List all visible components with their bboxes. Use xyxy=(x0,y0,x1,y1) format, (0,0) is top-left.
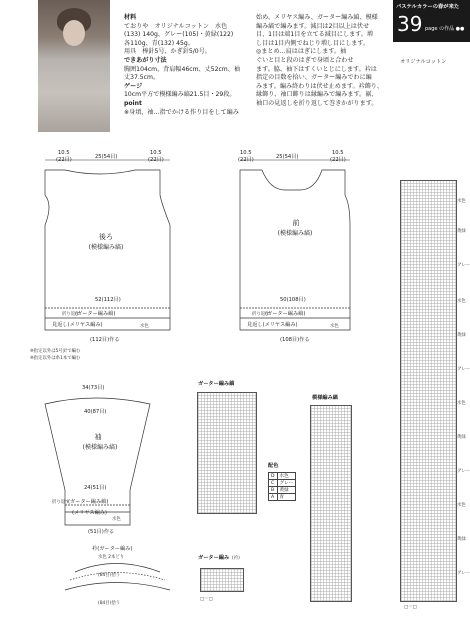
chart-side-label: グレー xyxy=(457,263,470,268)
tools-line: 用具 棒針5号、かぎ針5/0号。 xyxy=(124,48,211,56)
page-suffix: page の作品 ●● xyxy=(425,26,465,32)
legend: □＝□ xyxy=(200,597,213,602)
chart-side-label: 黄緑 xyxy=(457,229,466,234)
color-key-row xyxy=(269,480,296,487)
back-dim-left2: (22目) xyxy=(56,157,72,163)
color-key-row xyxy=(269,487,296,494)
front-dim-mid: 25(54目) xyxy=(276,154,299,160)
instruction-line: 編み縞で編みます。減目は2目以上は伏せ xyxy=(256,22,370,30)
collar-outline xyxy=(75,564,160,573)
chart-side-label: グレー xyxy=(457,469,470,474)
size-line: 丈37.5cm。 xyxy=(124,74,160,82)
front-bottom-width: 50(108目) xyxy=(280,297,306,303)
materials-line: 各110g、青(132) 45g。 xyxy=(124,39,194,47)
back-title: 後ろ xyxy=(99,233,113,241)
chart-side-label: 水色 xyxy=(457,299,466,304)
chart-side-label: グレー xyxy=(457,367,470,372)
back-garter-label: (ガーター編み縞) xyxy=(75,311,116,317)
front-cast-on: (108目)作る xyxy=(280,337,310,343)
front-garter-label: (ガーター編み縞) xyxy=(265,311,306,317)
chart-side-label: 黄緑 xyxy=(457,537,466,542)
note-needle: ※指定以外は5号針で編む xyxy=(30,349,81,354)
chart-side-label: 黄緑 xyxy=(457,333,466,338)
sleeve-top-dim: 34(73目) xyxy=(82,385,105,391)
front-dim-left2: (22目) xyxy=(238,157,254,163)
color-code: C xyxy=(269,480,278,487)
gauge-heading: ゲージ xyxy=(124,82,143,90)
instruction-line: 目、1目は端1目を立てる減目にします。増 xyxy=(256,31,373,39)
back-stockinette-label: 見返し(メリヤス編み) xyxy=(52,322,103,328)
size-heading: できあがり寸法 xyxy=(124,56,167,64)
front-title: 前 xyxy=(292,219,300,227)
collar-note: 水色 2本どり xyxy=(98,555,125,560)
back-dim-right: 10.5 xyxy=(150,150,162,156)
color-name: 黄緑 xyxy=(277,487,296,494)
color-key-row xyxy=(269,473,296,480)
sleeve-title: 袖 xyxy=(94,433,102,441)
note-yarn: ※指定以外は糸1本で編む xyxy=(30,356,81,361)
color-code: D xyxy=(269,473,278,480)
instruction-line: 始め、メリヤス編み、ガーター編み縞、模様 xyxy=(256,14,378,21)
sleeve-subtitle: (模様編み縞) xyxy=(82,444,118,451)
collar-count: (84目)拾う xyxy=(98,573,121,578)
front-dim-right2: (22目) xyxy=(330,157,346,163)
point-line: ※身頃、袖…指でかける作り目をして編み xyxy=(124,108,239,116)
instruction-line: 縁飾り、袖口飾りは縁編みで編みます。裾、 xyxy=(256,91,378,99)
yarn-caption: オリジナルコットン xyxy=(400,59,447,65)
color-key-table xyxy=(268,472,296,501)
front-subtitle: (模様編み縞) xyxy=(277,230,313,237)
gauge-line: 10cm平方で模様編み縞21.5目・29段。 xyxy=(124,91,236,99)
sleeve-color-label: 水色 xyxy=(112,517,121,522)
sleeve-fold-label: 折り返す xyxy=(52,500,70,505)
chart-side-label: グレー xyxy=(457,571,470,576)
back-bottom-width: 52(112目) xyxy=(95,297,121,303)
front-fold-label: 折り返す xyxy=(252,312,270,317)
back-dim-right2: (22目) xyxy=(148,157,164,163)
back-subtitle: (模様編み縞) xyxy=(88,244,124,251)
size-line: 胸囲104cm、背肩幅46cm、丈52cm、袖 xyxy=(124,65,240,73)
sleeve-outline xyxy=(45,398,150,525)
color-name: 水色 xyxy=(277,473,296,480)
front-dim-left: 10.5 xyxy=(240,150,252,156)
sleeve-cast-on: (51目)作る xyxy=(88,529,115,535)
chart-side-label: 水色 xyxy=(457,199,466,204)
garter-side-note: (衿) xyxy=(232,556,240,561)
back-cast-on: (112目)作る xyxy=(90,337,120,343)
front-dim-right: 10.5 xyxy=(332,150,344,156)
instruction-line: みます。編み終わりは伏せ止めます。衿飾り、 xyxy=(256,82,383,90)
color-key-row xyxy=(269,494,296,501)
color-name: グレー xyxy=(277,480,296,487)
sleeve-garter-label: (ガーター編み縞) xyxy=(68,499,109,505)
point-heading: point xyxy=(124,99,142,107)
sleeve-width-dim: 40(87目) xyxy=(84,409,107,415)
garter-chart xyxy=(200,568,244,592)
back-fold-label: 折り返す xyxy=(62,312,80,317)
materials-heading: 材料 xyxy=(124,14,137,21)
garter-stripe-title: ガーター編み縞 xyxy=(198,381,235,387)
instruction-line: ◎まとめ…肩ははぎにします。袖 xyxy=(256,48,347,56)
color-code: A xyxy=(269,494,278,501)
pattern-stripe-chart xyxy=(310,405,352,602)
instruction-line: 袖口の見返しを折り返して巻きかがります。 xyxy=(256,99,378,107)
chart-side-label: 水色 xyxy=(457,401,466,406)
chart-side-label: 水色 xyxy=(457,503,466,508)
series-title: パステルカラーの春が来た xyxy=(396,4,460,10)
pattern-stripe-title: 模様編み縞 xyxy=(312,395,338,401)
back-dim-left: 10.5 xyxy=(58,150,70,156)
back-color-label: 水色 xyxy=(140,324,149,329)
color-name: 青 xyxy=(277,494,296,501)
front-outline xyxy=(240,170,350,330)
garter-title: ガーター編み xyxy=(198,555,230,561)
materials-line: (133) 140g、グレー(105)・黄緑(122) xyxy=(124,31,234,39)
color-code: B xyxy=(269,487,278,494)
pattern-chart-tall xyxy=(400,180,457,602)
sleeve-stockinette-label: (メリヤス編み) xyxy=(72,510,107,516)
legend-2: □＝□ xyxy=(404,605,417,610)
garter-stripe-chart xyxy=(197,392,257,514)
instruction-line: し目は1目内側でねじり増し目にします。 xyxy=(256,39,370,47)
back-dim-mid: 25(54目) xyxy=(95,154,118,160)
color-key-title: 配色 xyxy=(268,463,279,469)
collar-pickup: (84目)拾う xyxy=(98,601,121,606)
instruction-line: ます。脇、袖下はすくいとじにします。衿は xyxy=(256,65,377,73)
sleeve-bottom-dim: 24(51目) xyxy=(84,485,107,491)
chart-side-label: 黄緑 xyxy=(457,435,466,440)
page-number: 39 xyxy=(397,12,423,36)
collar-title: 衿(ガーター編み) xyxy=(92,546,133,552)
instruction-line: ぐいと目と段のはぎで身頃と合わせ xyxy=(256,56,354,64)
front-stockinette-label: 見返し(メリヤス編み) xyxy=(247,322,298,328)
instruction-line: 指定の目数を拾い、ガーター編みでわに編 xyxy=(256,74,372,82)
front-color-label: 水色 xyxy=(330,324,339,329)
materials-line: ておりや オリジナルコットン 水色 xyxy=(124,22,228,30)
